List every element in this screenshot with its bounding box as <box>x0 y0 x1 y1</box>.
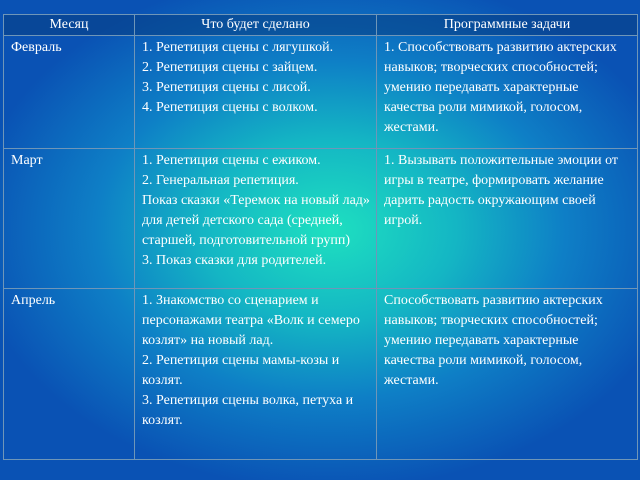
work-item: 1. Репетиция сцены с лягушкой. <box>142 40 334 55</box>
tasks-cell: Способствовать развитию актерских навыков; творческих способностей; умению передавать характерные качества роли мимикой, голосом, жестами. <box>377 289 638 460</box>
work-cell <box>135 289 377 460</box>
work-item: 3. Репетиция сцены с лисой. <box>142 80 311 95</box>
table-row <box>4 149 638 289</box>
table-row <box>4 36 638 149</box>
work-item: 2. Репетиция сцены мамы-козы и козлят. <box>142 353 340 388</box>
work-item: 1. Репетиция сцены с ежиком. <box>142 153 321 168</box>
header-work: Что будет сделано <box>135 15 377 36</box>
work-item: 4. Репетиция сцены с волком. <box>142 100 318 115</box>
work-cell <box>135 149 377 289</box>
work-item: 3. Показ сказки для родителей. <box>142 253 327 268</box>
work-item: 1. Знакомство со сценарием и персонажами театра «Волк и семеро козлят» на новый лад. <box>142 293 360 348</box>
header-tasks: Программные задачи <box>377 15 638 36</box>
plan-table <box>3 14 638 460</box>
table-row <box>4 289 638 460</box>
tasks-cell: 1. Способствовать развитию актерских навыков; творческих способностей; умению передавать характерные качества роли мимикой, голосом, жестами. <box>377 36 638 149</box>
month-cell: Март <box>4 149 135 289</box>
month-cell: Апрель <box>4 289 135 460</box>
header-row <box>4 15 638 36</box>
work-item: 2. Репетиция сцены с зайцем. <box>142 60 318 75</box>
month-cell: Февраль <box>4 36 135 149</box>
work-item: 2. Генеральная репетиция. <box>142 173 299 188</box>
header-month: Месяц <box>4 15 135 36</box>
work-cell <box>135 36 377 149</box>
work-item: Показ сказки «Теремок на новый лад» для детей детского сада (средней, старшей, подготовительной групп) <box>142 193 370 248</box>
work-item: 3. Репетиция сцены волка, петуха и козлят. <box>142 393 354 428</box>
tasks-cell: 1. Вызывать положительные эмоции от игры в театре, формировать желание дарить радость окружающим своей игрой. <box>377 149 638 289</box>
